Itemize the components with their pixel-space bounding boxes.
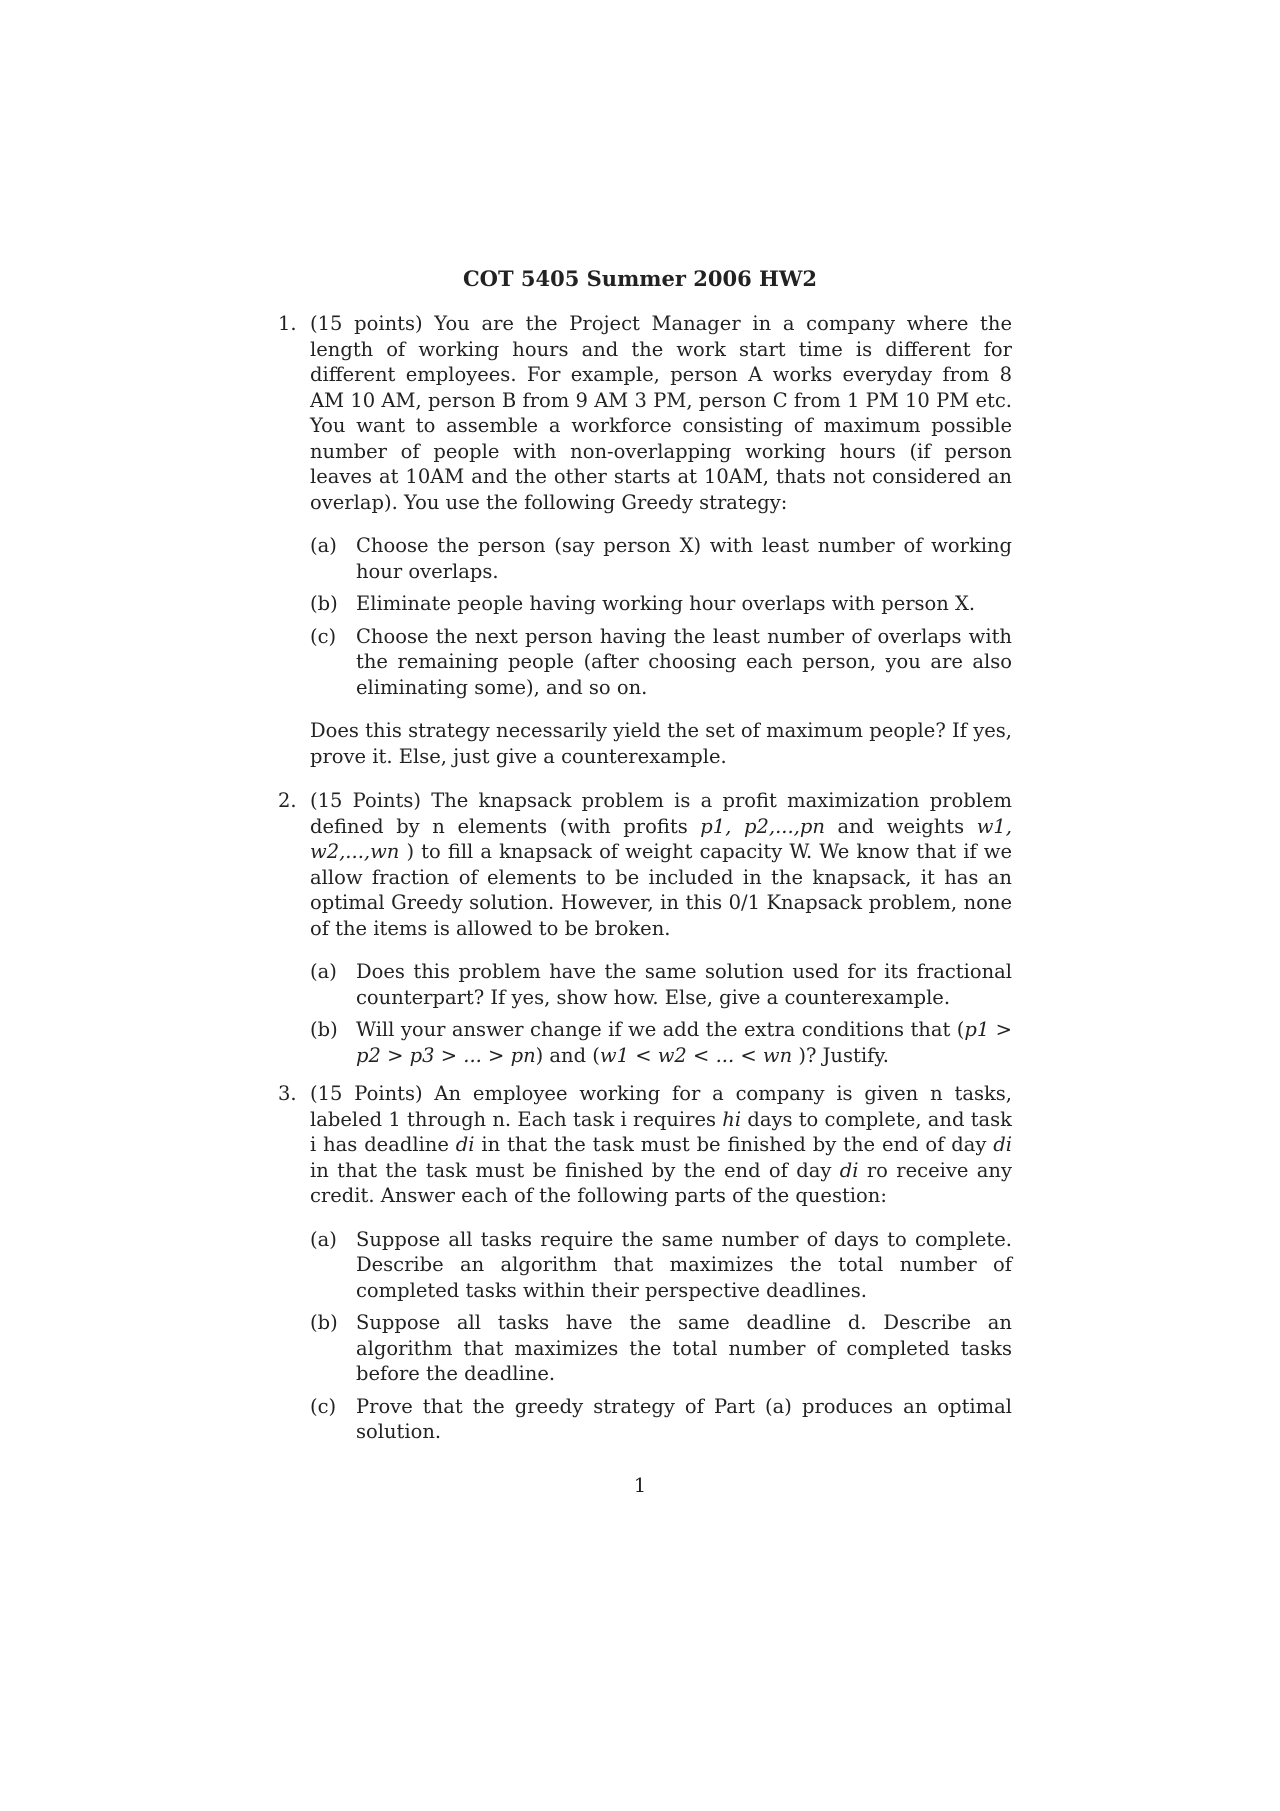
part-label: (b) [310, 592, 338, 615]
list-item [310, 959, 1012, 1010]
text-segment: ) and ( [535, 1043, 600, 1067]
part-text: Suppose all tasks have the same deadline d. Describe an algorithm that maximizes the total number of completed tasks before the deadline. [356, 1311, 1012, 1385]
page-number: 1 [633, 1474, 647, 1497]
text-segment: (15 Points) An employee working for a company is given n tasks, labeled 1 through n. Each task i requires [310, 1082, 1012, 1131]
part-text: Choose the next person having the least number of overlaps with the remaining people (after choosing each person, you are also eliminating some), and so on. [356, 624, 1012, 699]
part-text: Prove that the greedy strategy of Part (a) produces an optimal solution. [356, 1394, 1012, 1443]
text-segment: days to complete, and task i has deadline [310, 1107, 1012, 1156]
problem-question: Does this strategy necessarily yield the set of maximum people? If yes, prove it. Else, just give a counterexample. [310, 719, 1012, 768]
list-item [310, 591, 1012, 617]
math-d-i: di [993, 1133, 1012, 1156]
part-label: (a) [310, 1227, 337, 1251]
text-segment: Will your answer change if we add the extra conditions that ( [356, 1018, 965, 1041]
text-segment: ) to fill a knapsack of weight capacity W. We know that if we allow fraction of elements to be included in the knapsack, it has an optimal Greedy solution. However, in this 0/1 Knapsack problem, none of the items is allowed to be broken. [310, 840, 1012, 940]
part-text: Eliminate people having working hour overlaps with person X. [356, 592, 976, 615]
problem-text [310, 1081, 1012, 1209]
text-segment: )? Justify. [792, 1043, 889, 1067]
list-item [310, 1227, 1012, 1304]
list-item [310, 1310, 1012, 1387]
text-segment: in that the task must be finished by the end of day [474, 1133, 994, 1156]
part-text: Does this problem have the same solution used for its fractional counterpart? If yes, show how. Else, give a counterexample. [356, 960, 1012, 1009]
problem-2 [278, 788, 1012, 1075]
part-label: (a) [310, 534, 337, 557]
problem-number: 3. [278, 1082, 297, 1105]
math-h-i: hi [722, 1107, 742, 1131]
page-title: COT 5405 Summer 2006 HW2 [462, 266, 818, 291]
problem-text: (15 points) You are the Project Manager in a company where the length of working hours and the work start time is different for different employees. For example, person A works everyday from 8 AM 10 AM, person B from 9 AM 3 PM, person C from 1 PM 10 PM etc. You want to assemble a workforce consisting of maximum possible number of people with non-overlapping working hours (if person leaves at 10AM and the other starts at 10AM, thats not considered an overlap). You use the following Greedy strategy: [310, 312, 1012, 514]
list-item [310, 624, 1012, 701]
part-text: Choose the person (say person X) with least number of working hour overlaps. [356, 534, 1012, 583]
list-item [310, 1017, 1012, 1068]
list-item [310, 1394, 1012, 1445]
text-segment: (15 Points) The knapsack problem is a profit maximization problem defined by n elements (with profits [310, 789, 1012, 838]
problem-parts [310, 533, 1012, 700]
problem-number: 1. [278, 312, 297, 335]
part-label: (b) [310, 1018, 338, 1041]
problem-1 [278, 311, 1012, 769]
problem-number: 2. [278, 789, 297, 812]
math-d-i: di [455, 1133, 475, 1156]
text-segment: and weights [824, 814, 977, 838]
part-label: (c) [310, 1394, 337, 1418]
part-label: (a) [310, 960, 337, 983]
math-weights: w1, w2,...,wn [310, 814, 1012, 863]
problem-3 [278, 1081, 1012, 1452]
part-text [356, 1018, 1012, 1067]
problem-parts [310, 1227, 1012, 1445]
list-item [310, 533, 1012, 584]
part-label: (c) [310, 624, 337, 648]
math-profits: p1, p2,...,pn [700, 814, 825, 838]
problem-text [310, 788, 1012, 941]
math-d-i: di [839, 1158, 859, 1182]
text-segment: in that the task must be finished by the end of day [310, 1158, 840, 1182]
text-segment: ro receive any credit. Answer each of the following parts of the question: [310, 1158, 1012, 1207]
problem-parts [310, 959, 1012, 1068]
math-condition-profits: p1 > p2 > p3 > ... > pn [356, 1018, 1012, 1067]
part-label: (b) [310, 1311, 338, 1334]
part-text: Suppose all tasks require the same number of days to complete. Describe an algorithm that maximizes the total number of completed tasks within their perspective deadlines. [356, 1227, 1012, 1302]
math-condition-weights: w1 < w2 < ... < wn [599, 1043, 793, 1067]
